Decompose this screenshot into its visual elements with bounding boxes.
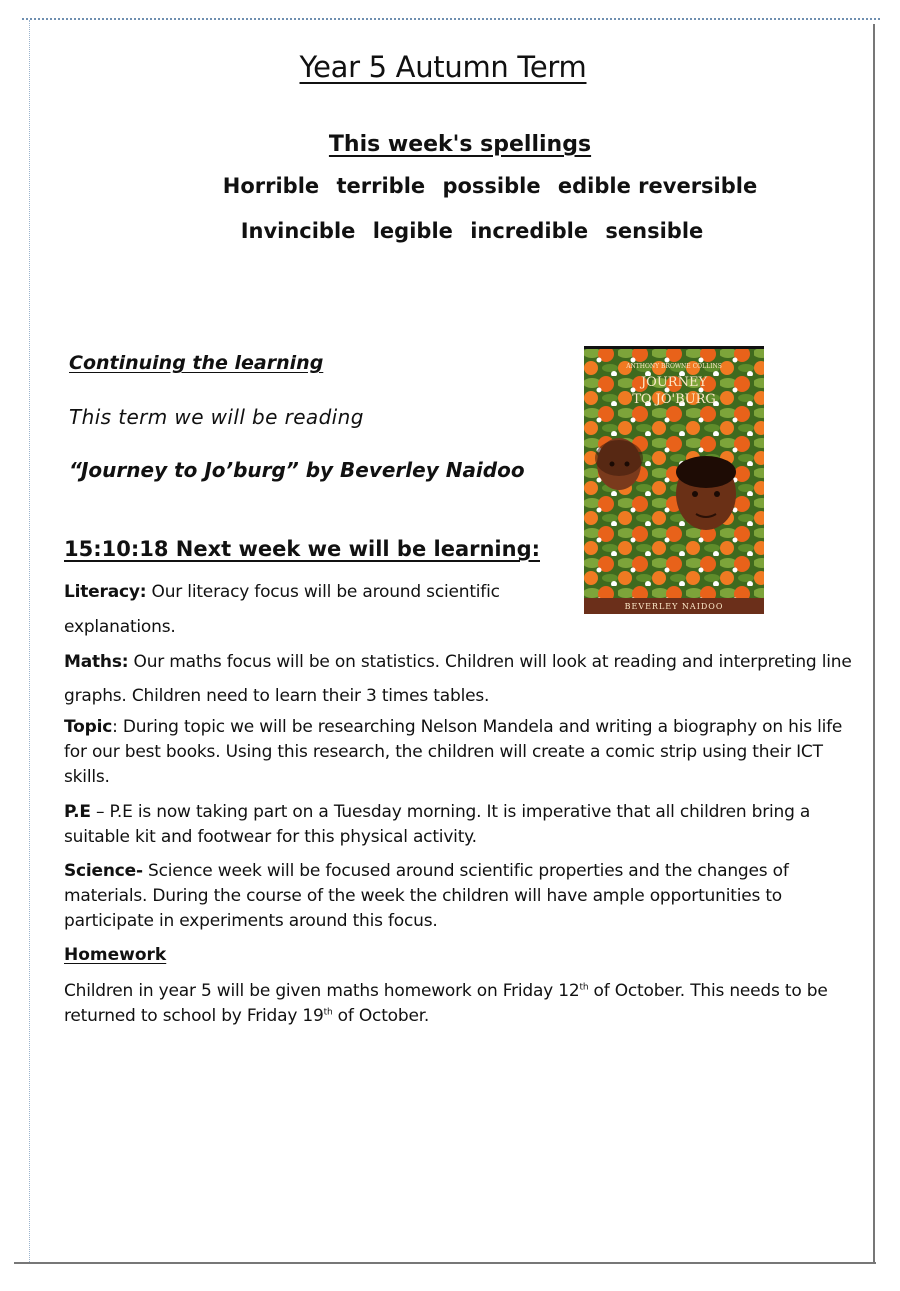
spelling-word: terrible — [336, 174, 426, 198]
page-border-left — [29, 20, 30, 1264]
topic-paragraph — [64, 715, 854, 790]
topic-text: : During topic we will be researching Nelson Mandela and writing a biography on his life for our best books. Using this research, the children will create a comic strip using their ICT skills. — [64, 717, 843, 787]
pe-paragraph — [64, 800, 854, 850]
literacy-label: Literacy: — [64, 582, 147, 602]
spelling-word: possible — [442, 174, 541, 198]
literacy-paragraph — [64, 575, 564, 645]
spelling-word: legible — [372, 219, 453, 243]
science-paragraph — [64, 859, 854, 934]
science-text: Science week will be focused around scientific properties and the changes of materials. During the course of the week the children will have ample opportunities to participate in experiments around this focus. — [64, 861, 789, 931]
maths-paragraph — [64, 645, 854, 713]
reading-intro: This term we will be reading — [69, 405, 364, 429]
pe-text: – P.E is now taking part on a Tuesday morning. It is imperative that all children bring a suitable kit and footwear for this physical activity. — [64, 802, 811, 847]
book-title: “Journey to Jo’burg” by Beverley Naidoo — [69, 458, 525, 482]
book-cover-series: ANTHONY BROWNE COLLINS — [626, 363, 722, 370]
page-border-bottom — [14, 1262, 876, 1264]
page-border-right — [873, 24, 875, 1262]
page-border-top — [22, 18, 880, 20]
spellings-heading: This week's spellings — [328, 132, 592, 157]
page-title: Year 5 Autumn Term — [299, 50, 587, 84]
homework-paragraph — [64, 979, 854, 1029]
next-week-heading: 15:10:18 Next week we will be learning: — [64, 537, 540, 561]
book-cover-image — [584, 346, 764, 614]
homework-sup-b: th — [323, 1007, 333, 1018]
science-label: Science- — [64, 861, 143, 881]
spelling-word: sensible — [605, 219, 704, 243]
book-cover-author: BEVERLEY NAIDOO — [624, 602, 724, 611]
continuing-learning-heading: Continuing the learning — [69, 352, 324, 374]
topic-label: Topic — [64, 717, 113, 737]
homework-sup-a: th — [579, 982, 589, 993]
homework-text-b: of October. This needs to be returned to school by Friday 19 — [64, 981, 828, 1026]
spellings-line-1 — [0, 174, 900, 198]
spelling-word: Invincible — [240, 219, 356, 243]
pe-label: P.E — [64, 802, 91, 822]
homework-heading: Homework — [64, 945, 167, 965]
homework-text-c: of October. — [332, 1006, 430, 1026]
homework-text-a: Children in year 5 will be given maths homework on Friday 12 — [64, 981, 580, 1001]
book-cover-title-1: JOURNEY — [640, 375, 708, 390]
literacy-text: Our literacy focus will be around scientific explanations. — [64, 582, 500, 637]
spelling-word: Horrible — [222, 174, 320, 198]
spellings-line-2 — [0, 219, 900, 243]
maths-text: Our maths focus will be on statistics. Children will look at reading and interpreting line graphs. Children need to learn their 3 times tables. — [64, 652, 852, 706]
maths-label: Maths: — [64, 652, 129, 672]
spelling-word: edible reversible — [557, 174, 758, 198]
spelling-word: incredible — [470, 219, 589, 243]
book-cover-title-2: TO JO'BURG — [632, 392, 716, 407]
